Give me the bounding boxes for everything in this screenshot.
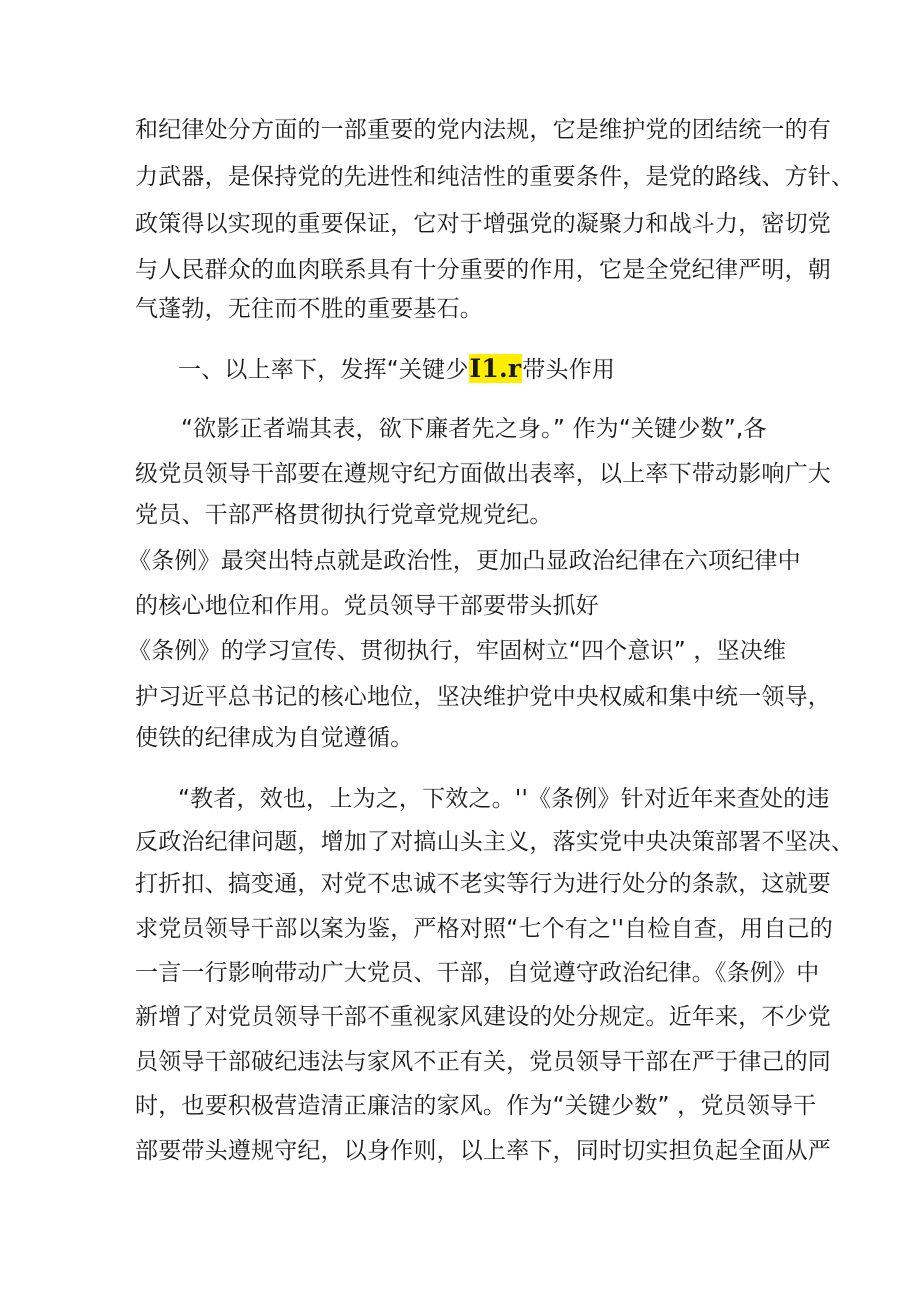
paragraph-4-line-9: 部要带头遵规守纪，以身作则，以上率下，同时切实担负起全面从严	[135, 1138, 831, 1164]
paragraph-2-line-3: 党员、干部严格贯彻执行党章党规党纪。	[135, 502, 553, 528]
heading-text-before: 一、以上率下，发挥“关键少	[178, 357, 469, 383]
paragraph-4-line-4: 求党员领导干部以案为鉴，严格对照“七个有之''自检自查，用自己的	[135, 916, 833, 942]
paragraph-3-line-5: 使铁的纪律成为自觉遵循。	[135, 725, 414, 751]
paragraph-1-line-3: 政策得以实现的重要保证，它对于增强党的凝聚力和战斗力，密切党	[135, 211, 831, 237]
paragraph-4-line-8: 时，也要积极营造清正廉洁的家风。作为“关键少数” ，党员领导干	[135, 1093, 817, 1119]
paragraph-1-line-5: 气蓬勃，无往而不胜的重要基石。	[135, 296, 483, 322]
paragraph-1-line-2: 力武器，是保持党的先进性和纯洁性的重要条件，是党的路线、方针、	[135, 164, 855, 190]
section-heading	[178, 354, 615, 385]
paragraph-4-line-2: 反政治纪律问题，增加了对搞山头主义，落实党中央决策部署不坚决、	[135, 829, 855, 855]
paragraph-2-line-1: “欲影正者端其表，欲下廉者先之身。” 作为“关键少数”,各	[181, 416, 767, 442]
paragraph-3-line-4: 护习近平总书记的核心地位，坚决维护党中央权威和集中统一领导，	[135, 684, 831, 710]
paragraph-2-line-2: 级党员领导干部要在遵规守纪方面做出表率，以上率下带动影响广大	[135, 461, 831, 487]
paragraph-3-line-1: 《条例》最突出特点就是政治性，更加凸显政治纪律在六项纪律中	[128, 548, 801, 574]
paragraph-1-line-1: 和纪律处分方面的一部重要的党内法规，它是维护党的团结统一的有	[135, 117, 831, 143]
paragraph-4-line-3: 打折扣、搞变通，对党不忠诚不老实等行为进行处分的条款，这就要	[135, 871, 831, 897]
heading-text-after: 带头作用	[522, 357, 616, 383]
paragraph-4-line-7: 员领导干部破纪违法与家风不正有关，党员领导干部在严于律己的同	[135, 1049, 831, 1075]
paragraph-4-line-1: “教者，效也，上为之，下效之。''《条例》针对近年来查处的违	[178, 786, 830, 812]
paragraph-3-line-2: 的核心地位和作用。党员领导干部要带头抓好	[135, 593, 599, 619]
paragraph-4-line-5: 一言一行影响带动广大党员、干部，自觉遵守政治纪律。《条例》中	[135, 960, 820, 986]
paragraph-1-line-4: 与人民群众的血肉联系具有十分重要的作用，它是全党纪律严明，朝	[135, 257, 831, 283]
paragraph-4-line-6: 新增了对党员领导干部不重视家风建设的处分规定。近年来，不少党	[135, 1004, 831, 1030]
paragraph-3-line-3: 《条例》的学习宣传、贯彻执行，牢固树立“四个意识” ，坚决维	[128, 638, 787, 664]
highlighted-text: I1.r	[469, 354, 522, 383]
